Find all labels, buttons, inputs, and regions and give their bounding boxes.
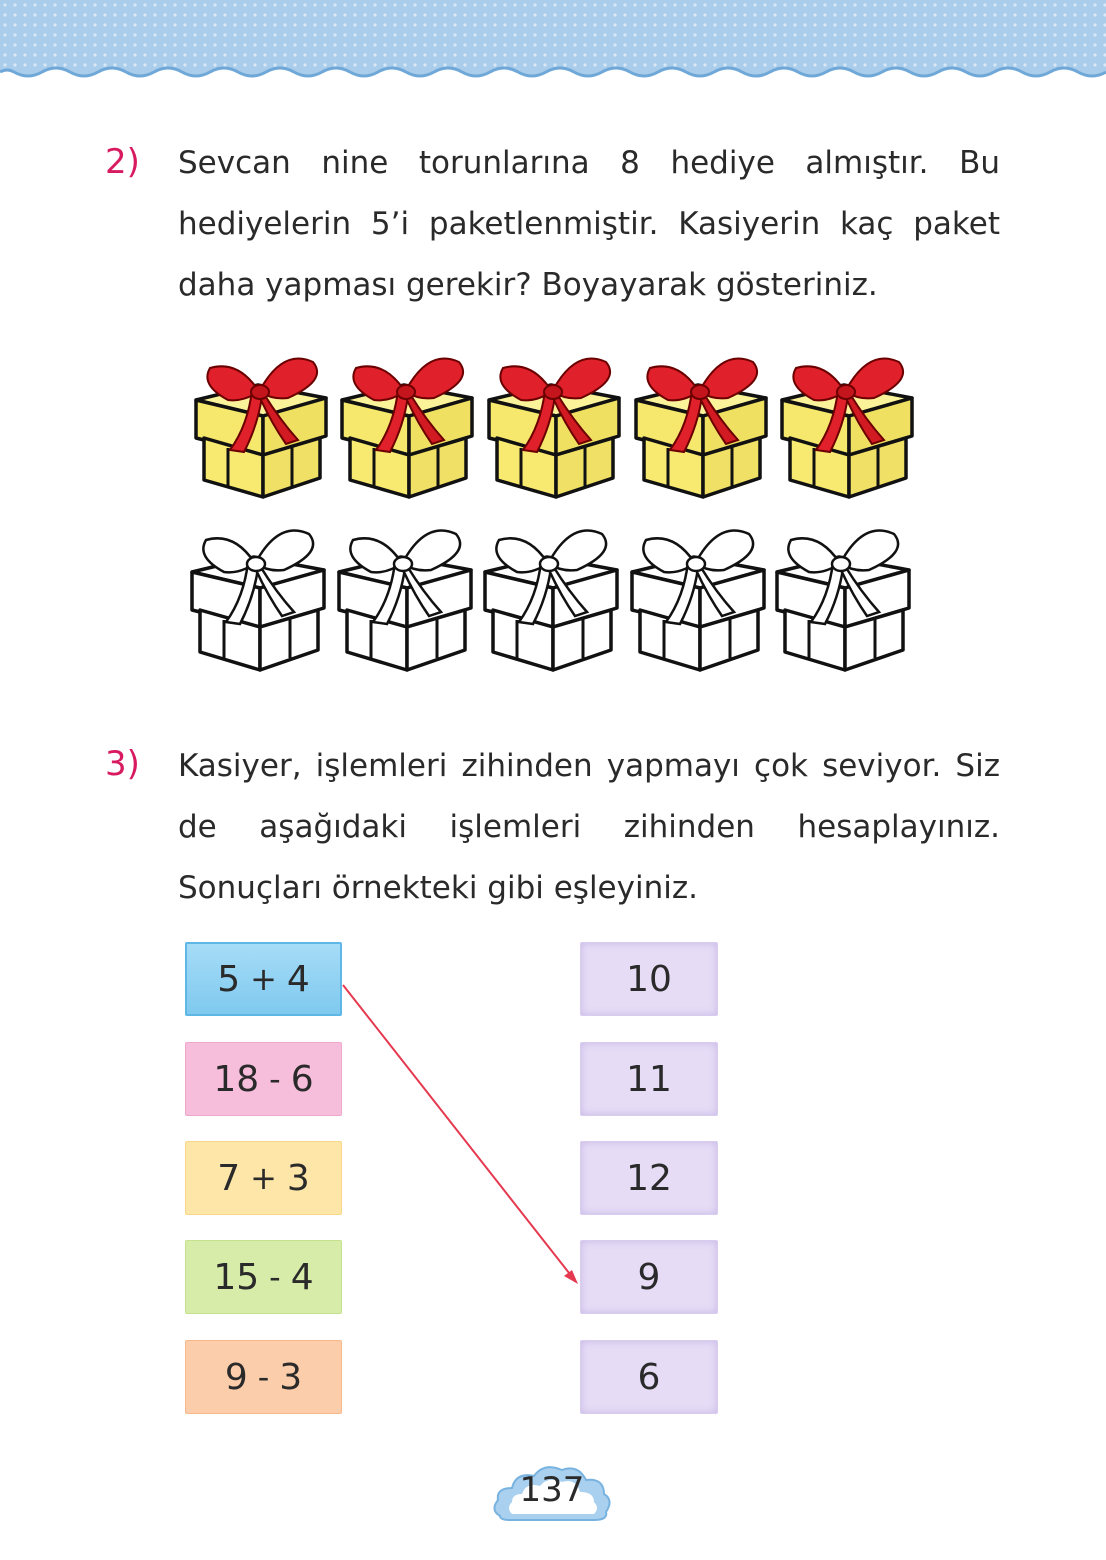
expression-operand-b: 4 (286, 958, 310, 1000)
expression-operand-a: 7 (217, 1157, 241, 1199)
page-number-text: 137 (519, 1470, 585, 1510)
expression-operand-b: 3 (286, 1157, 310, 1199)
page-number (490, 1458, 614, 1528)
expression-operand-b: 4 (290, 1256, 314, 1298)
result-box[interactable]: 12 (580, 1141, 718, 1215)
result-box[interactable]: 6 (580, 1340, 718, 1414)
question-2-number: 2) (105, 142, 140, 182)
expression-operator: + (250, 960, 277, 998)
expression-operator: - (257, 1358, 270, 1396)
question-3-number: 3) (105, 744, 140, 784)
expression-operator: + (250, 1159, 277, 1197)
result-box[interactable]: 9 (580, 1240, 718, 1314)
expression-operator: - (269, 1258, 281, 1296)
expression-operand-a: 15 (213, 1256, 260, 1298)
expression-operand-a: 9 (224, 1356, 248, 1398)
expression-operand-b: 6 (290, 1058, 314, 1100)
result-box[interactable]: 11 (580, 1042, 718, 1116)
expression-operand-a: 5 (217, 958, 241, 1000)
result-box[interactable]: 10 (580, 942, 718, 1016)
expression-operand-b: 3 (279, 1356, 303, 1398)
expression-operator: - (269, 1060, 281, 1098)
question-3-text: Kasiyer, işlemleri zihinden yapmayı çok seviyor. Siz de aşağıdaki işlemleri zihinden hesaplayınız. Sonuçları örnekteki gibi eşleyiniz. (178, 748, 1000, 906)
expression-operand-a: 18 (213, 1058, 260, 1100)
question-2-text: Sevcan nine torunlarına 8 hediye almıştır. Bu hediyelerin 5’i paketlenmiştir. Kasiyerin kaç paket daha yapması gerekir? Boyayarak gösteriniz. (178, 145, 1000, 303)
